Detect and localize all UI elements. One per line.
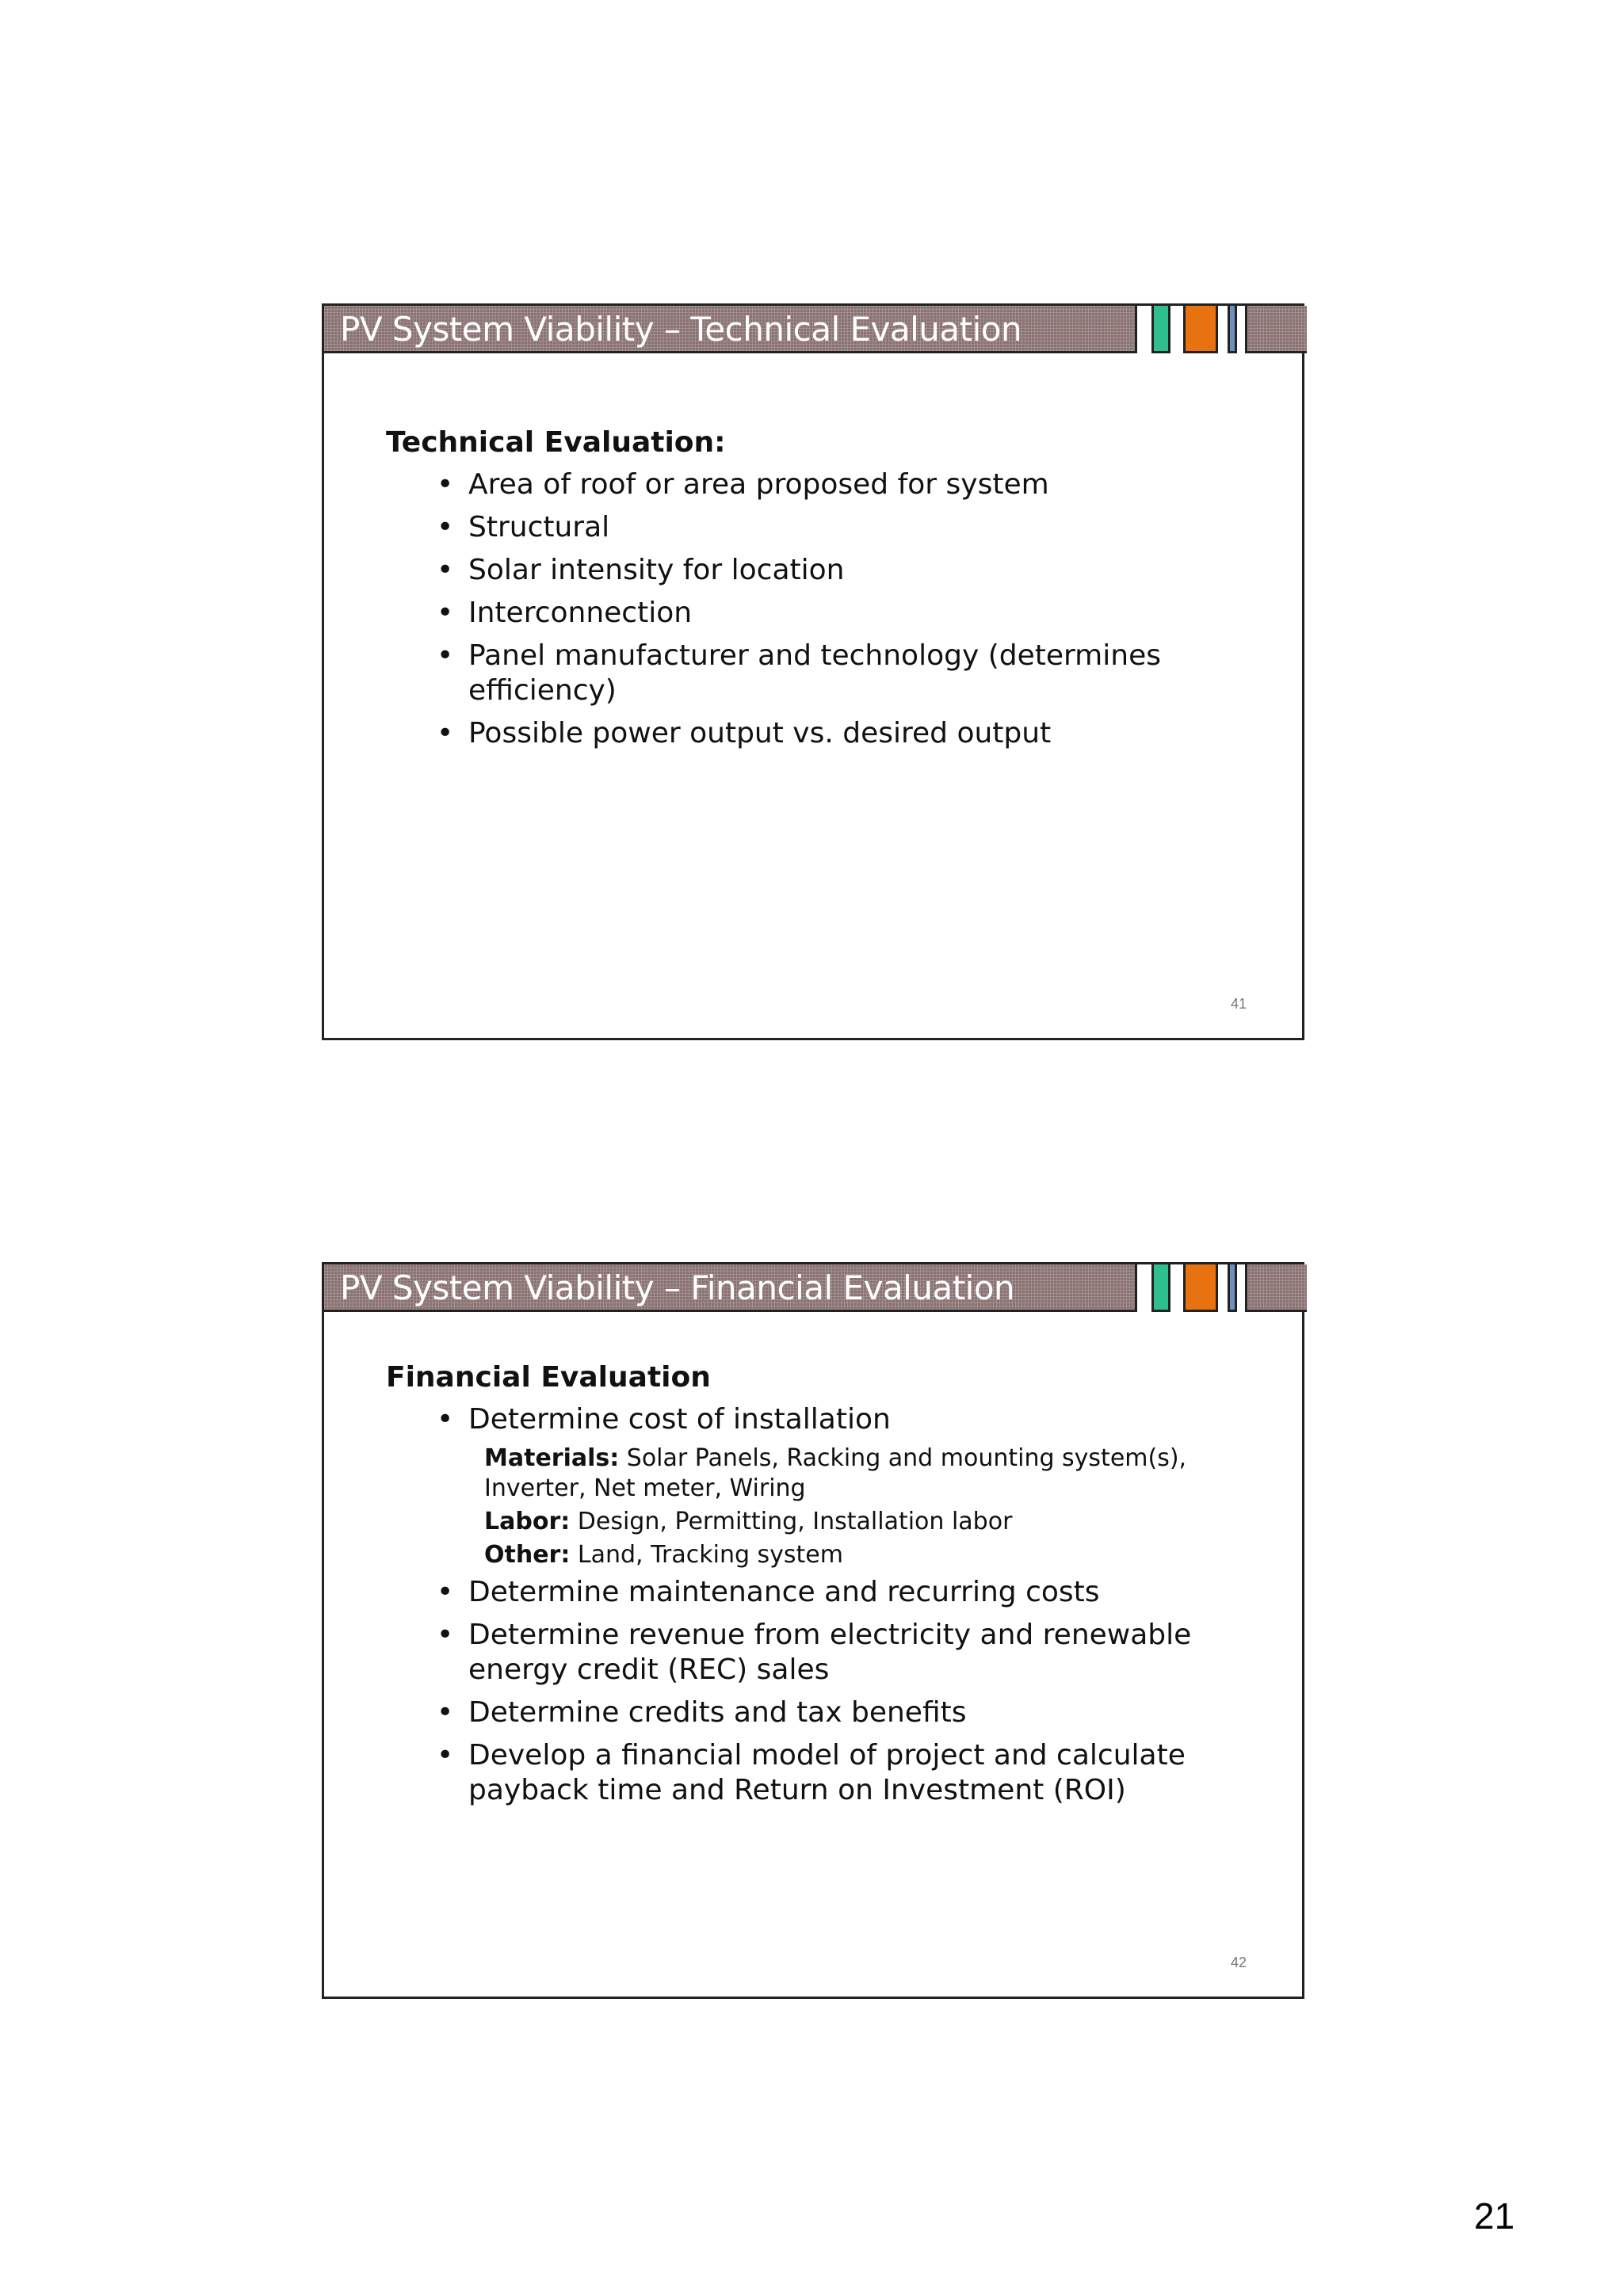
bullet-item: • Determine revenue from electricity and renewable energy credit (REC) sales bbox=[437, 1618, 1274, 1688]
bullet-item: • Develop a financial model of project and calculate payback time and Return on Investment (ROI) bbox=[437, 1738, 1274, 1808]
cost-detail-materials bbox=[484, 1444, 1274, 1504]
cost-detail-labor bbox=[484, 1507, 1274, 1537]
slide-title: PV System Viability – Technical Evaluation bbox=[340, 310, 1022, 349]
slide-content bbox=[386, 425, 1274, 759]
decor-blue-bar bbox=[1228, 1264, 1237, 1312]
cost-detail-text: Design, Permitting, Installation labor bbox=[570, 1508, 1013, 1535]
slide-page-number: 42 bbox=[1230, 1955, 1247, 1970]
slide-title: PV System Viability – Financial Evaluation bbox=[340, 1268, 1015, 1307]
bullet-item: • Area of roof or area proposed for system bbox=[437, 467, 1274, 502]
slide-financial-evaluation bbox=[322, 1262, 1304, 1999]
cost-details bbox=[437, 1444, 1274, 1570]
section-heading: Financial Evaluation bbox=[386, 1361, 711, 1394]
decor-green-bar bbox=[1151, 306, 1170, 353]
sheet-page-number: 21 bbox=[1474, 2195, 1515, 2237]
section-heading: Technical Evaluation: bbox=[386, 426, 726, 459]
bullet-list bbox=[386, 1402, 1274, 1808]
slide-technical-evaluation bbox=[322, 303, 1304, 1040]
decor-pattern-block bbox=[1245, 1264, 1307, 1312]
bullet-item: • Solar intensity for location bbox=[437, 553, 1274, 588]
bullet-item: • Determine maintenance and recurring costs bbox=[437, 1575, 1274, 1610]
decor-pattern-block bbox=[1245, 306, 1307, 353]
bullet-item: • Possible power output vs. desired output bbox=[437, 716, 1274, 751]
slide-content bbox=[386, 1360, 1274, 1816]
cost-detail-label: Materials: bbox=[484, 1444, 620, 1472]
bullet-item: • Structural bbox=[437, 510, 1274, 545]
cost-detail-text: Land, Tracking system bbox=[570, 1541, 843, 1569]
bullet-list bbox=[386, 467, 1274, 751]
cost-detail-text: Solar Panels, Racking and mounting system(s), Inverter, Net meter, Wiring bbox=[484, 1444, 1187, 1502]
decor-orange-bar bbox=[1183, 306, 1218, 353]
decor-green-bar bbox=[1151, 1264, 1170, 1312]
cost-detail-label: Labor: bbox=[484, 1508, 571, 1535]
bullet-item: • Determine credits and tax benefits bbox=[437, 1695, 1274, 1730]
cost-detail-other bbox=[484, 1540, 1274, 1570]
decor-blue-bar bbox=[1228, 306, 1237, 353]
bullet-item: • Panel manufacturer and technology (determines efficiency) bbox=[437, 639, 1274, 708]
slide-title-bar bbox=[324, 306, 1137, 353]
bullet-item: • Interconnection bbox=[437, 596, 1274, 631]
slide-page-number: 41 bbox=[1230, 996, 1247, 1012]
slide-title-bar bbox=[324, 1264, 1137, 1312]
decor-orange-bar bbox=[1183, 1264, 1218, 1312]
cost-detail-label: Other: bbox=[484, 1541, 571, 1569]
bullet-item: • Determine cost of installation bbox=[437, 1402, 1274, 1437]
